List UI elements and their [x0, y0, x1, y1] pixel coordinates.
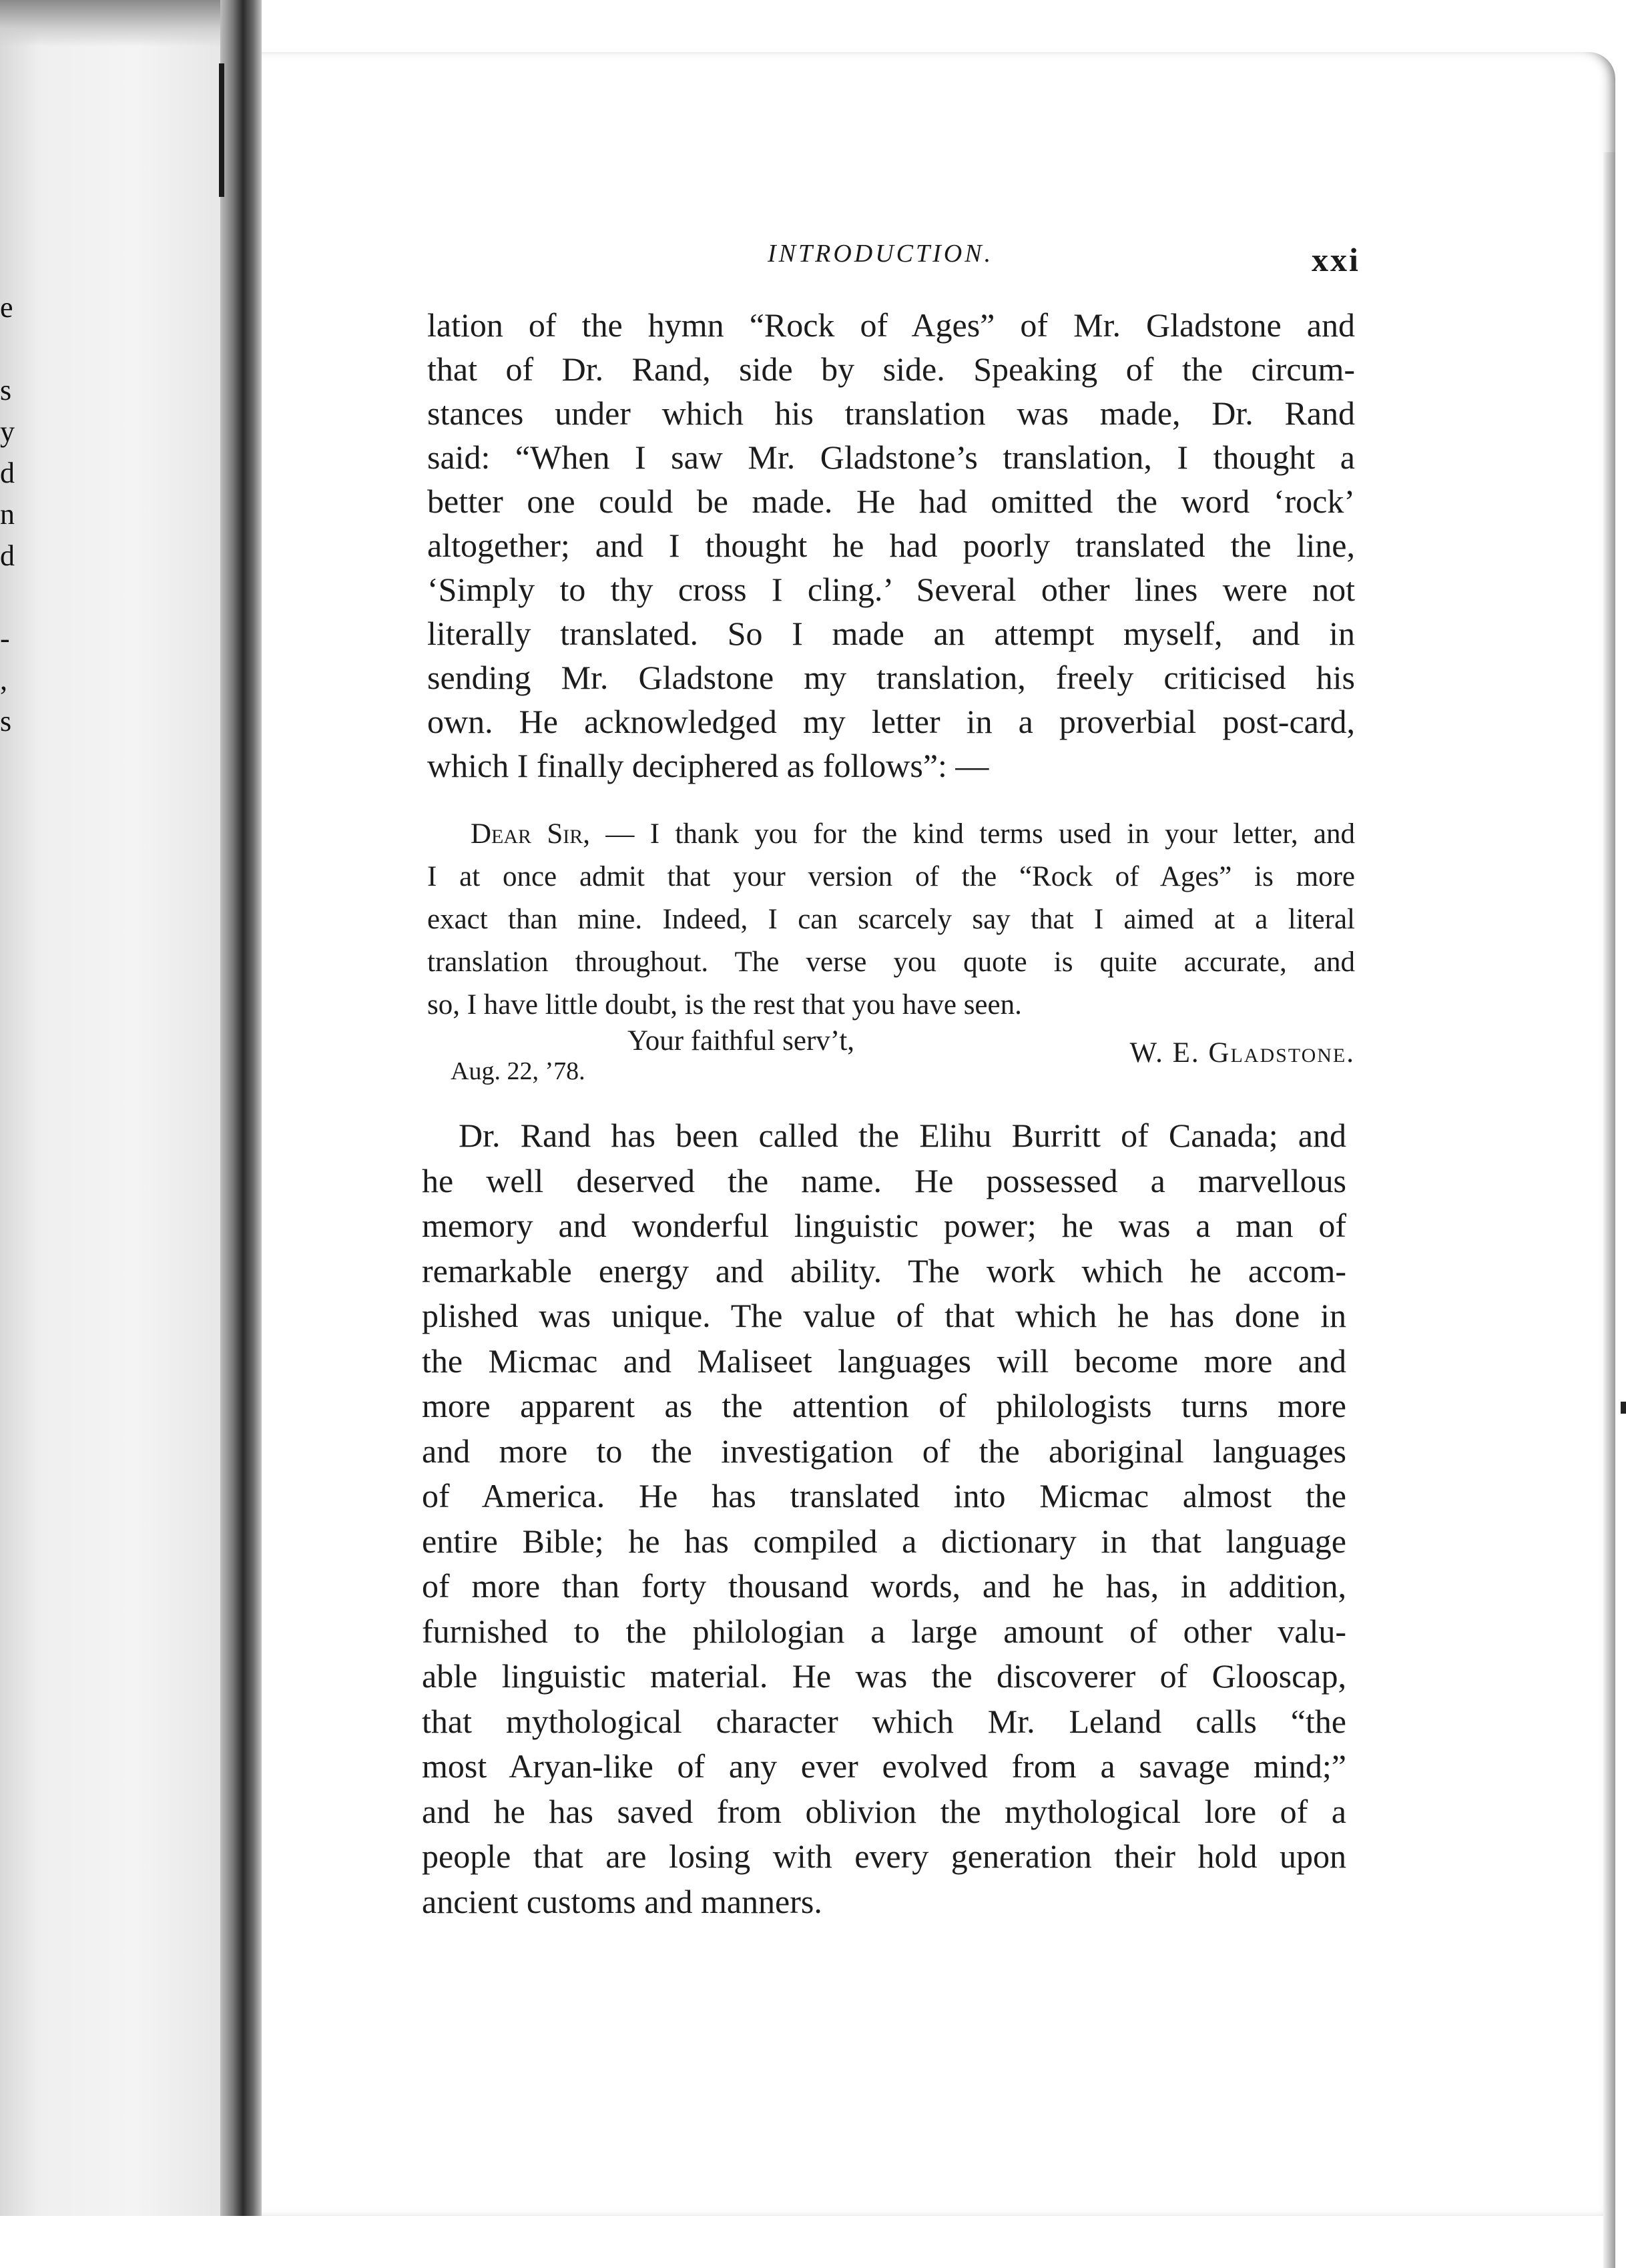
cut-letter [0, 577, 20, 618]
letter-closing [427, 1025, 1355, 1098]
text-line: altogether; and I thought he had poorly translated the line, [427, 527, 1355, 564]
text-line: own. He acknowledged my letter in a proverbial post-card, [427, 703, 1355, 740]
text-line: entire Bible; he has compiled a dictionary in that language [422, 1522, 1346, 1560]
letter-signature: W. E. Gladstone. [1129, 1037, 1355, 1069]
letter-line: so, I have little doubt, is the rest that you have seen. [427, 989, 1022, 1021]
cut-letter: - [0, 622, 10, 655]
letter-line [427, 813, 1355, 856]
cut-letter: , [0, 663, 7, 696]
text-line: memory and wonderful linguistic power; he was a man of [422, 1207, 1346, 1244]
gutter-mark [219, 63, 224, 197]
text-line: stances under which his translation was made, Dr. Rand [427, 394, 1355, 432]
text-line: that of Dr. Rand, side by side. Speaking of the circum- [427, 350, 1355, 388]
text-line: remarkable energy and ability. The work which he accom- [422, 1251, 1346, 1290]
text-line: better one could be made. He had omitted the word ‘rock’ [427, 483, 1355, 520]
letter-line: I at once admit that your version of the “Rock of Ages” is more [427, 861, 1355, 892]
quoted-letter [427, 813, 1355, 1027]
text-line: which I finally deciphered as follows”: — [427, 747, 989, 784]
cut-letter: s [0, 374, 12, 406]
text-line: Dr. Rand has been called the Elihu Burritt of Canada; and [459, 1117, 1346, 1154]
letter-date: Aug. 22, ’78. [451, 1057, 585, 1085]
text-line: he well deserved the name. He possessed a marvellous [422, 1161, 1346, 1199]
running-head: INTRODUCTION. [768, 240, 994, 268]
paragraph-continued [427, 303, 1355, 788]
text-line: literally translated. So I made an attempt myself, and in [427, 615, 1355, 652]
book-gutter [220, 0, 262, 2216]
letter-first-line: — I thank you for the kind terms used in your letter, and [605, 818, 1356, 850]
text-line: more apparent as the attention of philologists turns more [422, 1387, 1346, 1424]
cut-letter: y [0, 415, 15, 448]
text-line: people that are losing with every generation their hold upon [422, 1837, 1346, 1875]
text-line: said: “When I saw Mr. Gladstone’s translation, I thought a [427, 439, 1355, 476]
cut-letter: d [0, 457, 15, 489]
left-page-cut-text [0, 287, 20, 742]
text-line: lation of the hymn “Rock of Ages” of Mr. Gladstone and [427, 306, 1355, 344]
text-line: ‘Simply to thy cross I cling.’ Several other lines were not [427, 571, 1355, 608]
text-line: and more to the investigation of the aboriginal languages [422, 1432, 1346, 1470]
text-line: the Micmac and Maliseet languages will become more and [422, 1342, 1346, 1380]
cut-letter: d [0, 539, 15, 572]
text-line: able linguistic material. He was the discoverer of Glooscap, [422, 1657, 1346, 1695]
letter-line: translation throughout. The verse you quote is quite accurate, and [427, 946, 1355, 978]
text-line: most Aryan-like of any ever evolved from a savage mind;” [422, 1747, 1346, 1785]
left-facing-page [0, 0, 227, 2216]
cut-letter: n [0, 498, 15, 531]
letter-salutation: Dear Sir, [471, 818, 591, 850]
letter-line: exact than mine. Indeed, I can scarcely say that I aimed at a literal [427, 904, 1355, 935]
paragraph [422, 1113, 1346, 1924]
margin-speck [1621, 1402, 1626, 1414]
text-line: of more than forty thousand words, and he has, in addition, [422, 1567, 1346, 1605]
left-page-shadow [0, 0, 227, 47]
text-line: furnished to the philologian a large amount of other valu- [422, 1612, 1346, 1650]
cut-letter [0, 328, 20, 370]
text-line: and he has saved from oblivion the mythological lore of a [422, 1792, 1346, 1830]
text-line: sending Mr. Gladstone my translation, freely criticised his [427, 659, 1355, 696]
cut-letter: s [0, 705, 12, 738]
page-number: xxi [1312, 241, 1360, 278]
text-line: of America. He has translated into Micmac almost the [422, 1477, 1346, 1514]
text-line: that mythological character which Mr. Leland calls “the [422, 1702, 1346, 1740]
right-page-edge [1603, 152, 1615, 2268]
text-line: ancient customs and manners. [422, 1882, 822, 1920]
letter-valediction: Your faithful serv’t, [627, 1025, 855, 1057]
cut-letter: e [0, 291, 13, 324]
text-line: plished was unique. The value of that which he has done in [422, 1297, 1346, 1334]
